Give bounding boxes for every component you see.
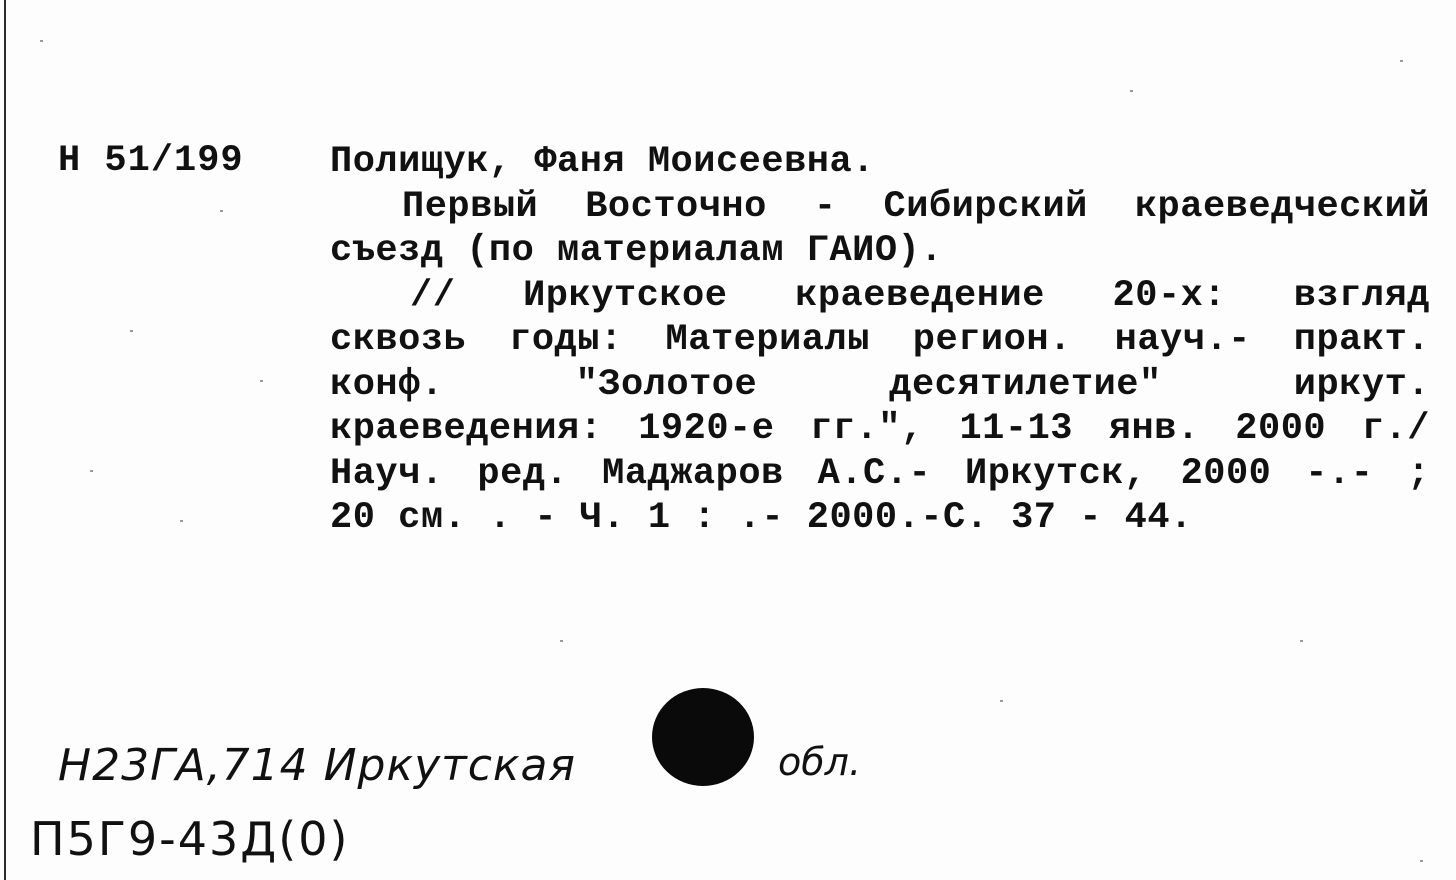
scan-speckle xyxy=(1420,860,1423,862)
scan-speckle xyxy=(560,640,563,642)
handwritten-classification: Н23ГА,714 Иркутская xyxy=(58,740,576,791)
source-line-4: краеведения: 1920-е гг.", 11-13 янв. 2000 г./ xyxy=(330,408,1430,450)
card-edge xyxy=(4,0,6,880)
author-line: Полищук, Фаня Моисеевна. xyxy=(330,141,875,183)
physical-description-line: 20 см. . - Ч. 1 : .- 2000.-С. 37 - 44. xyxy=(330,497,1193,539)
bibliographic-entry xyxy=(330,140,1430,541)
scan-speckle xyxy=(1300,640,1303,642)
title-line-1: Первый Восточно - Сибирский краеведческий xyxy=(402,185,1430,228)
scan-speckle xyxy=(90,470,93,472)
scan-speckle xyxy=(260,380,263,382)
source-line-3: конф. "Золотое десятилетие" иркут. xyxy=(330,363,1430,406)
scan-speckle xyxy=(130,330,133,332)
handwritten-code: П5Г9-43Д(0) xyxy=(30,812,350,866)
scan-speckle xyxy=(1400,60,1403,62)
handwritten-classification-suffix: обл. xyxy=(778,740,862,784)
shelfmark: Н 51/199 xyxy=(58,140,244,182)
punch-hole xyxy=(652,688,754,786)
publication-line: Науч. ред. Маджаров А.С.- Иркутск, 2000 -.- ; xyxy=(330,452,1430,495)
scan-speckle xyxy=(1130,90,1133,92)
title-line-2: съезд (по материалам ГАИО). xyxy=(330,230,943,272)
source-line-1: // Иркутское краеведение 20-х: взгляд xyxy=(410,274,1430,317)
scan-speckle xyxy=(180,520,183,522)
scan-speckle xyxy=(40,40,43,42)
scan-speckle xyxy=(220,210,223,212)
scan-speckle xyxy=(1000,700,1003,702)
source-line-2: сквозь годы: Материалы регион. науч.- практ. xyxy=(330,319,1430,361)
